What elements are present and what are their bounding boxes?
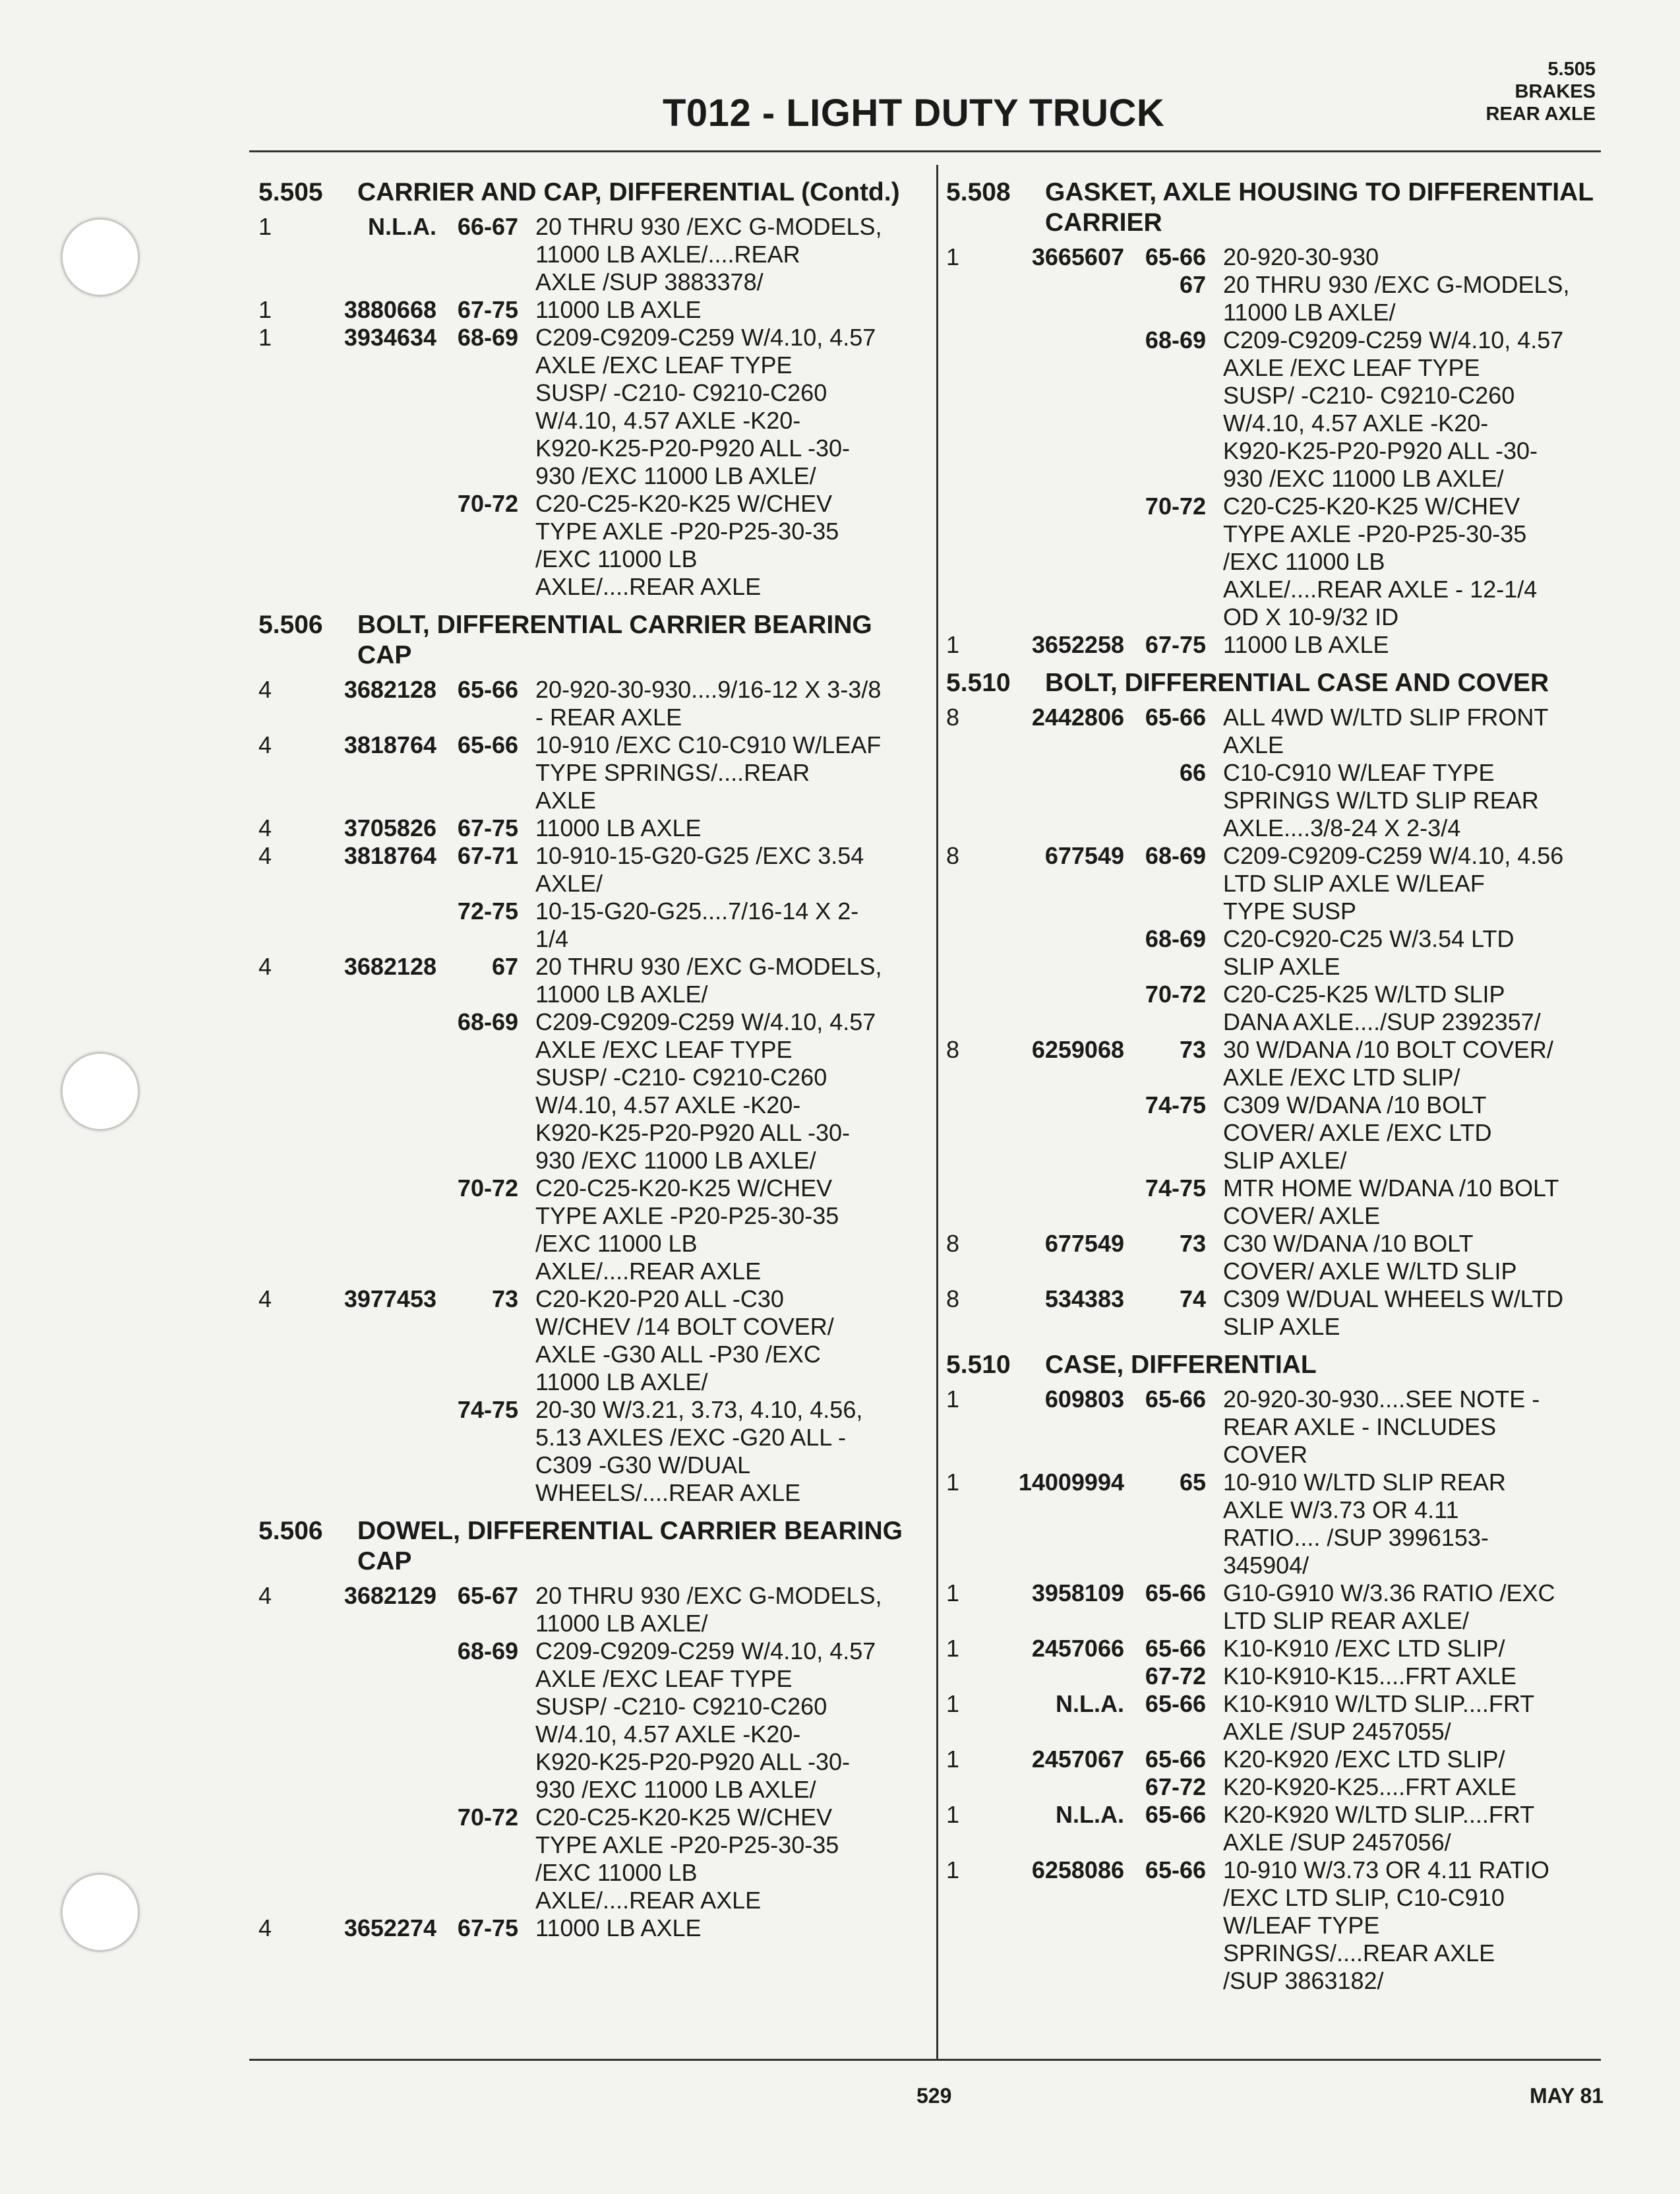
header-rule: [249, 150, 1601, 152]
model-year-cell: 65-66: [457, 676, 518, 703]
section-heading: [946, 668, 1605, 698]
part-number-cell: [1012, 1773, 1124, 1801]
section-number: 5.510: [946, 669, 1011, 697]
section: [258, 177, 924, 601]
section-number: 5.506: [258, 1517, 323, 1545]
description-cell: 20-920-30-930: [1223, 243, 1379, 270]
part-number-cell: 3682128: [344, 676, 436, 703]
description-cell: C209-C9209-C259 W/4.10, 4.57 AXLE /EXC LEAF TYPE SUSP/ -C210- C9210-C260 W/4.10, 4.57 AXLE -K20- K920-K25-P20-P920 ALL -30- 930 /EXC 11000 LB AXLE/: [535, 324, 876, 489]
parts-row: [258, 731, 924, 814]
model-year-cell: 67-72: [1145, 1662, 1206, 1690]
parts-row: [258, 1008, 924, 1174]
part-number-cell: [324, 490, 436, 601]
part-number-cell: 3934634: [344, 324, 436, 351]
quantity-cell: 4: [258, 731, 272, 758]
section-heading: [258, 610, 924, 671]
description-cell: 30 W/DANA /10 BOLT COVER/ AXLE /EXC LTD SLIP/: [1223, 1036, 1553, 1091]
description-cell: 11000 LB AXLE: [535, 1914, 702, 1941]
parts-row: [946, 981, 1605, 1036]
parts-row: [946, 1690, 1605, 1746]
part-number-cell: 3652274: [344, 1914, 436, 1941]
quantity-cell: 1: [946, 1635, 960, 1662]
quantity-cell: 1: [946, 1690, 960, 1717]
model-year-cell: 74-75: [1145, 1174, 1206, 1202]
parts-row: [946, 1635, 1605, 1662]
model-year-cell: 65: [1179, 1469, 1206, 1496]
quantity-cell: 4: [258, 814, 272, 841]
quantity-cell: 1: [946, 1801, 960, 1828]
page-number: 529: [916, 2084, 952, 2108]
section-heading: [946, 177, 1605, 238]
binder-hole-top: [61, 218, 140, 297]
model-year-cell: 65-66: [457, 731, 518, 758]
parts-row: [258, 676, 924, 731]
description-cell: K10-K910 W/LTD SLIP....FRT AXLE /SUP 2457055/: [1223, 1690, 1535, 1745]
part-number-cell: 3682128: [344, 953, 436, 980]
description-cell: C209-C9209-C259 W/4.10, 4.57 AXLE /EXC LEAF TYPE SUSP/ -C210- C9210-C260 W/4.10, 4.57 AXLE -K20- K920-K25-P20-P920 ALL -30- 930 /EXC 11000 LB AXLE/: [535, 1637, 876, 1803]
part-number-cell: [1012, 1662, 1124, 1690]
description-cell: 10-910 W/3.73 OR 4.11 RATIO /EXC LTD SLIP, C10-C910 W/LEAF TYPE SPRINGS/....REAR AXLE /SUP 3863182/: [1223, 1856, 1549, 1994]
description-cell: C20-K20-P20 ALL -C30 W/CHEV /14 BOLT COVER/ AXLE -G30 ALL -P30 /EXC 11000 LB AXLE/: [535, 1285, 834, 1395]
parts-row: [946, 1856, 1605, 1995]
left-column: [258, 175, 924, 1951]
quantity-cell: [946, 1773, 1012, 1801]
part-number-cell: [1012, 271, 1124, 326]
quantity-cell: 8: [946, 842, 960, 869]
section-number: 5.508: [946, 178, 1011, 206]
model-year-cell: 66-67: [457, 213, 518, 240]
model-year-cell: 73: [1179, 1036, 1206, 1063]
model-year-cell: 67-71: [457, 842, 518, 869]
part-number-cell: 3818764: [344, 842, 436, 869]
model-year-cell: 65-67: [457, 1582, 518, 1609]
parts-row: [258, 296, 924, 324]
model-year-cell: 67-75: [457, 1914, 518, 1941]
part-number-cell: 3977453: [344, 1285, 436, 1312]
description-cell: 20-920-30-930....9/16-12 X 3-3/8 - REAR AXLE: [535, 676, 882, 731]
part-number-cell: [324, 1804, 436, 1914]
parts-row: [258, 490, 924, 601]
right-column: [946, 175, 1605, 2004]
part-number-cell: [324, 1174, 436, 1285]
parts-row: [258, 213, 924, 296]
model-year-cell: 72-75: [457, 898, 518, 925]
part-number-cell: 3880668: [344, 296, 436, 323]
parts-row: [258, 814, 924, 842]
part-number-cell: [324, 1637, 436, 1804]
part-number-cell: [324, 1008, 436, 1174]
part-number-cell: N.L.A.: [368, 213, 436, 240]
part-number-cell: [324, 1396, 436, 1507]
model-year-cell: 68-69: [1145, 925, 1206, 952]
quantity-cell: [258, 1008, 324, 1174]
model-year-cell: 67-72: [1145, 1773, 1206, 1800]
print-date: MAY 81: [1530, 2084, 1604, 2108]
parts-row: [946, 759, 1605, 842]
description-cell: 20 THRU 930 /EXC G-MODELS, 11000 LB AXLE/: [1223, 271, 1570, 326]
model-year-cell: 68-69: [457, 324, 518, 351]
description-cell: 20 THRU 930 /EXC G-MODELS, 11000 LB AXLE/: [535, 953, 882, 1008]
section-ref-subgroup: REAR AXLE: [1485, 104, 1596, 125]
parts-row: [946, 493, 1605, 631]
section-heading: [258, 1516, 924, 1577]
description-cell: C20-C920-C25 W/3.54 LTD SLIP AXLE: [1223, 925, 1515, 980]
quantity-cell: 8: [946, 1230, 960, 1257]
quantity-cell: 1: [946, 1469, 960, 1496]
section: [258, 610, 924, 1507]
description-cell: G10-G910 W/3.36 RATIO /EXC LTD SLIP REAR AXLE/: [1223, 1579, 1555, 1634]
description-cell: 20 THRU 930 /EXC G-MODELS, 11000 LB AXLE/: [535, 1582, 882, 1637]
part-number-cell: [1012, 326, 1124, 493]
quantity-cell: 8: [946, 704, 960, 731]
part-number-cell: 3958109: [1031, 1579, 1124, 1606]
quantity-cell: 1: [258, 296, 272, 323]
description-cell: 10-910-15-G20-G25 /EXC 3.54 AXLE/: [535, 842, 864, 897]
model-year-cell: 73: [491, 1285, 518, 1312]
description-cell: C20-C25-K20-K25 W/CHEV TYPE AXLE -P20-P25-30-35 /EXC 11000 LB AXLE/....REAR AXLE - 12-1/4 OD X 10-9/32 ID: [1223, 493, 1538, 630]
model-year-cell: 74-75: [1145, 1091, 1206, 1118]
model-year-cell: 73: [1179, 1230, 1206, 1257]
part-number-cell: 534383: [1044, 1285, 1124, 1312]
quantity-cell: [258, 898, 324, 953]
part-number-cell: [1012, 759, 1124, 842]
description-cell: K20-K920 W/LTD SLIP....FRT AXLE /SUP 2457056/: [1223, 1801, 1535, 1856]
section-reference: [1486, 58, 1596, 125]
description-cell: C209-C9209-C259 W/4.10, 4.57 AXLE /EXC LEAF TYPE SUSP/ -C210- C9210-C260 W/4.10, 4.57 AXLE -K20- K920-K25-P20-P920 ALL -30- 930 /EXC 11000 LB AXLE/: [535, 1008, 876, 1174]
parts-row: [946, 1386, 1605, 1469]
parts-row: [258, 1914, 924, 1942]
part-number-cell: 3652258: [1031, 631, 1124, 658]
parts-row: [946, 1036, 1605, 1091]
model-year-cell: 70-72: [457, 490, 518, 517]
model-year-cell: 65-66: [1145, 704, 1206, 731]
quantity-cell: [946, 271, 1012, 326]
section-number: 5.505: [258, 178, 323, 206]
quantity-cell: [946, 1174, 1012, 1230]
parts-row: [946, 1746, 1605, 1773]
parts-row: [258, 898, 924, 953]
section-title: DOWEL, DIFFERENTIAL CARRIER BEARING CAP: [357, 1517, 903, 1575]
parts-row: [258, 1637, 924, 1804]
parts-row: [946, 1773, 1605, 1801]
description-cell: MTR HOME W/DANA /10 BOLT COVER/ AXLE: [1223, 1174, 1559, 1229]
parts-row: [946, 842, 1605, 925]
section-heading: [946, 1350, 1605, 1380]
model-year-cell: 68-69: [1145, 842, 1206, 869]
quantity-cell: 8: [946, 1036, 960, 1063]
model-year-cell: 74: [1179, 1285, 1206, 1312]
section: [946, 668, 1605, 1341]
column-divider: [936, 165, 938, 2059]
model-year-cell: 67: [1179, 271, 1206, 298]
parts-row: [258, 1174, 924, 1285]
binder-hole-middle: [61, 1052, 140, 1131]
quantity-cell: 4: [258, 953, 272, 980]
quantity-cell: 1: [946, 1746, 960, 1773]
quantity-cell: [258, 1637, 324, 1804]
parts-row: [258, 1285, 924, 1396]
quantity-cell: 1: [946, 243, 960, 270]
model-year-cell: 70-72: [457, 1804, 518, 1831]
model-year-cell: 67-75: [1145, 631, 1206, 658]
parts-row: [946, 1091, 1605, 1174]
section-ref-number: 5.505: [1547, 59, 1596, 80]
description-cell: 10-15-G20-G25....7/16-14 X 2- 1/4: [535, 898, 859, 952]
section-title: BOLT, DIFFERENTIAL CASE AND COVER: [1045, 669, 1549, 697]
section-title: GASKET, AXLE HOUSING TO DIFFERENTIAL CARRIER: [1045, 178, 1594, 237]
part-number-cell: 3682129: [344, 1582, 436, 1609]
quantity-cell: 4: [258, 842, 272, 869]
part-number-cell: [1012, 981, 1124, 1036]
parts-row: [258, 1582, 924, 1637]
quantity-cell: [946, 1091, 1012, 1174]
parts-row: [258, 324, 924, 490]
quantity-cell: 1: [258, 213, 272, 240]
model-year-cell: 65-66: [1145, 1856, 1206, 1883]
section-number: 5.506: [258, 611, 323, 639]
section: [258, 1516, 924, 1942]
part-number-cell: [1012, 493, 1124, 631]
description-cell: K10-K910 /EXC LTD SLIP/: [1223, 1635, 1505, 1662]
part-number-cell: 677549: [1044, 1230, 1124, 1257]
quantity-cell: 4: [258, 1914, 272, 1941]
section-heading: [258, 177, 924, 208]
description-cell: 20-30 W/3.21, 3.73, 4.10, 4.56, 5.13 AXLES /EXC -G20 ALL - C309 -G30 W/DUAL WHEELS/....REAR AXLE: [535, 1396, 863, 1506]
model-year-cell: 67-75: [457, 296, 518, 323]
parts-row: [946, 1579, 1605, 1635]
parts-row: [946, 243, 1605, 271]
parts-row: [946, 704, 1605, 759]
quantity-cell: 1: [946, 1386, 960, 1413]
quantity-cell: [258, 1396, 324, 1507]
description-cell: 11000 LB AXLE: [535, 814, 702, 841]
model-year-cell: 65-66: [1145, 1386, 1206, 1413]
model-year-cell: 68-69: [1145, 326, 1206, 353]
parts-row: [946, 1230, 1605, 1285]
model-year-cell: 67: [491, 953, 518, 980]
parts-row: [258, 842, 924, 898]
quantity-cell: 8: [946, 1285, 960, 1312]
footer-rule: [249, 2059, 1601, 2061]
quantity-cell: 1: [946, 1579, 960, 1606]
part-number-cell: [1012, 925, 1124, 981]
description-cell: C20-C25-K20-K25 W/CHEV TYPE AXLE -P20-P25-30-35 /EXC 11000 LB AXLE/....REAR AXLE: [535, 1174, 839, 1285]
description-cell: C209-C9209-C259 W/4.10, 4.56 LTD SLIP AXLE W/LEAF TYPE SUSP: [1223, 842, 1564, 925]
model-year-cell: 70-72: [457, 1174, 518, 1202]
part-number-cell: 3818764: [344, 731, 436, 758]
quantity-cell: 1: [258, 324, 272, 351]
part-number-cell: N.L.A.: [1056, 1690, 1124, 1717]
description-cell: 20 THRU 930 /EXC G-MODELS, 11000 LB AXLE/....REAR AXLE /SUP 3883378/: [535, 213, 882, 295]
description-cell: K20-K920 /EXC LTD SLIP/: [1223, 1746, 1505, 1773]
parts-row: [946, 1801, 1605, 1856]
model-year-cell: 70-72: [1145, 493, 1206, 520]
parts-row: [946, 631, 1605, 659]
quantity-cell: [946, 759, 1012, 842]
model-year-cell: 65-66: [1145, 243, 1206, 270]
part-number-cell: 2457067: [1031, 1746, 1124, 1773]
quantity-cell: [258, 1174, 324, 1285]
parts-row: [946, 271, 1605, 326]
description-cell: C309 W/DUAL WHEELS W/LTD SLIP AXLE: [1223, 1285, 1564, 1340]
parts-row: [258, 1804, 924, 1914]
description-cell: 10-910 /EXC C10-C910 W/LEAF TYPE SPRINGS/....REAR AXLE: [535, 731, 882, 814]
model-year-cell: 65-66: [1145, 1635, 1206, 1662]
quantity-cell: [946, 925, 1012, 981]
description-cell: 11000 LB AXLE: [1223, 631, 1389, 658]
page-title: T012 - LIGHT DUTY TRUCK: [663, 92, 1165, 135]
quantity-cell: [258, 490, 324, 601]
description-cell: C10-C910 W/LEAF TYPE SPRINGS W/LTD SLIP REAR AXLE....3/8-24 X 2-3/4: [1223, 759, 1539, 841]
section-title: BOLT, DIFFERENTIAL CARRIER BEARING CAP: [357, 611, 872, 669]
model-year-cell: 65-66: [1145, 1801, 1206, 1828]
description-cell: 20-920-30-930....SEE NOTE - REAR AXLE - INCLUDES COVER: [1223, 1386, 1540, 1468]
parts-row: [946, 1469, 1605, 1579]
description-cell: C30 W/DANA /10 BOLT COVER/ AXLE W/LTD SLIP: [1223, 1230, 1517, 1285]
description-cell: 11000 LB AXLE: [535, 296, 702, 323]
quantity-cell: 4: [258, 1285, 272, 1312]
parts-row: [946, 925, 1605, 981]
quantity-cell: [946, 981, 1012, 1036]
quantity-cell: [946, 493, 1012, 631]
section-ref-group: BRAKES: [1515, 81, 1596, 102]
model-year-cell: 66: [1179, 759, 1206, 786]
model-year-cell: 65-66: [1145, 1746, 1206, 1773]
quantity-cell: [946, 326, 1012, 493]
section-number: 5.510: [946, 1351, 1011, 1379]
parts-row: [258, 1396, 924, 1507]
section-title: CASE, DIFFERENTIAL: [1045, 1351, 1317, 1379]
section-title: CARRIER AND CAP, DIFFERENTIAL (Contd.): [357, 178, 900, 206]
part-number-cell: [1012, 1091, 1124, 1174]
model-year-cell: 70-72: [1145, 981, 1206, 1008]
parts-row: [946, 1285, 1605, 1341]
quantity-cell: [946, 1662, 1012, 1690]
model-year-cell: 68-69: [457, 1637, 518, 1664]
description-cell: C20-C25-K20-K25 W/CHEV TYPE AXLE -P20-P25-30-35 /EXC 11000 LB AXLE/....REAR AXLE: [535, 490, 839, 600]
quantity-cell: 4: [258, 1582, 272, 1609]
description-cell: C309 W/DANA /10 BOLT COVER/ AXLE /EXC LTD SLIP AXLE/: [1223, 1091, 1492, 1174]
model-year-cell: 65-66: [1145, 1579, 1206, 1606]
binder-hole-bottom: [61, 1873, 140, 1952]
description-cell: C209-C9209-C259 W/4.10, 4.57 AXLE /EXC LEAF TYPE SUSP/ -C210- C9210-C260 W/4.10, 4.57 AXLE -K20- K920-K25-P20-P920 ALL -30- 930 /EXC 11000 LB AXLE/: [1223, 326, 1564, 492]
part-number-cell: [324, 898, 436, 953]
parts-row: [946, 1174, 1605, 1230]
model-year-cell: 67-75: [457, 814, 518, 841]
parts-row: [258, 953, 924, 1008]
part-number-cell: 14009994: [1018, 1469, 1124, 1496]
part-number-cell: 3665607: [1031, 243, 1124, 270]
parts-row: [946, 326, 1605, 493]
part-number-cell: 6258086: [1031, 1856, 1124, 1883]
part-number-cell: N.L.A.: [1056, 1801, 1124, 1828]
part-number-cell: 6259068: [1031, 1036, 1124, 1063]
parts-row: [946, 1662, 1605, 1690]
quantity-cell: 1: [946, 631, 960, 658]
quantity-cell: 1: [946, 1856, 960, 1883]
part-number-cell: 3705826: [344, 814, 436, 841]
model-year-cell: 74-75: [457, 1396, 518, 1423]
description-cell: K10-K910-K15....FRT AXLE: [1223, 1662, 1516, 1690]
model-year-cell: 65-66: [1145, 1690, 1206, 1717]
quantity-cell: [258, 1804, 324, 1914]
description-cell: K20-K920-K25....FRT AXLE: [1223, 1773, 1516, 1800]
description-cell: 10-910 W/LTD SLIP REAR AXLE W/3.73 OR 4.11 RATIO.... /SUP 3996153- 345904/: [1223, 1469, 1506, 1579]
part-number-cell: 2442806: [1031, 704, 1124, 731]
quantity-cell: 4: [258, 676, 272, 703]
part-number-cell: [1012, 1174, 1124, 1230]
description-cell: ALL 4WD W/LTD SLIP FRONT AXLE: [1223, 704, 1549, 758]
model-year-cell: 68-69: [457, 1008, 518, 1035]
part-number-cell: 2457066: [1031, 1635, 1124, 1662]
section: [946, 1350, 1605, 1995]
description-cell: C20-C25-K25 W/LTD SLIP DANA AXLE..../SUP 2392357/: [1223, 981, 1541, 1035]
part-number-cell: 609803: [1044, 1386, 1124, 1413]
description-cell: C20-C25-K20-K25 W/CHEV TYPE AXLE -P20-P25-30-35 /EXC 11000 LB AXLE/....REAR AXLE: [535, 1804, 839, 1914]
part-number-cell: 677549: [1044, 842, 1124, 869]
section: [946, 177, 1605, 659]
